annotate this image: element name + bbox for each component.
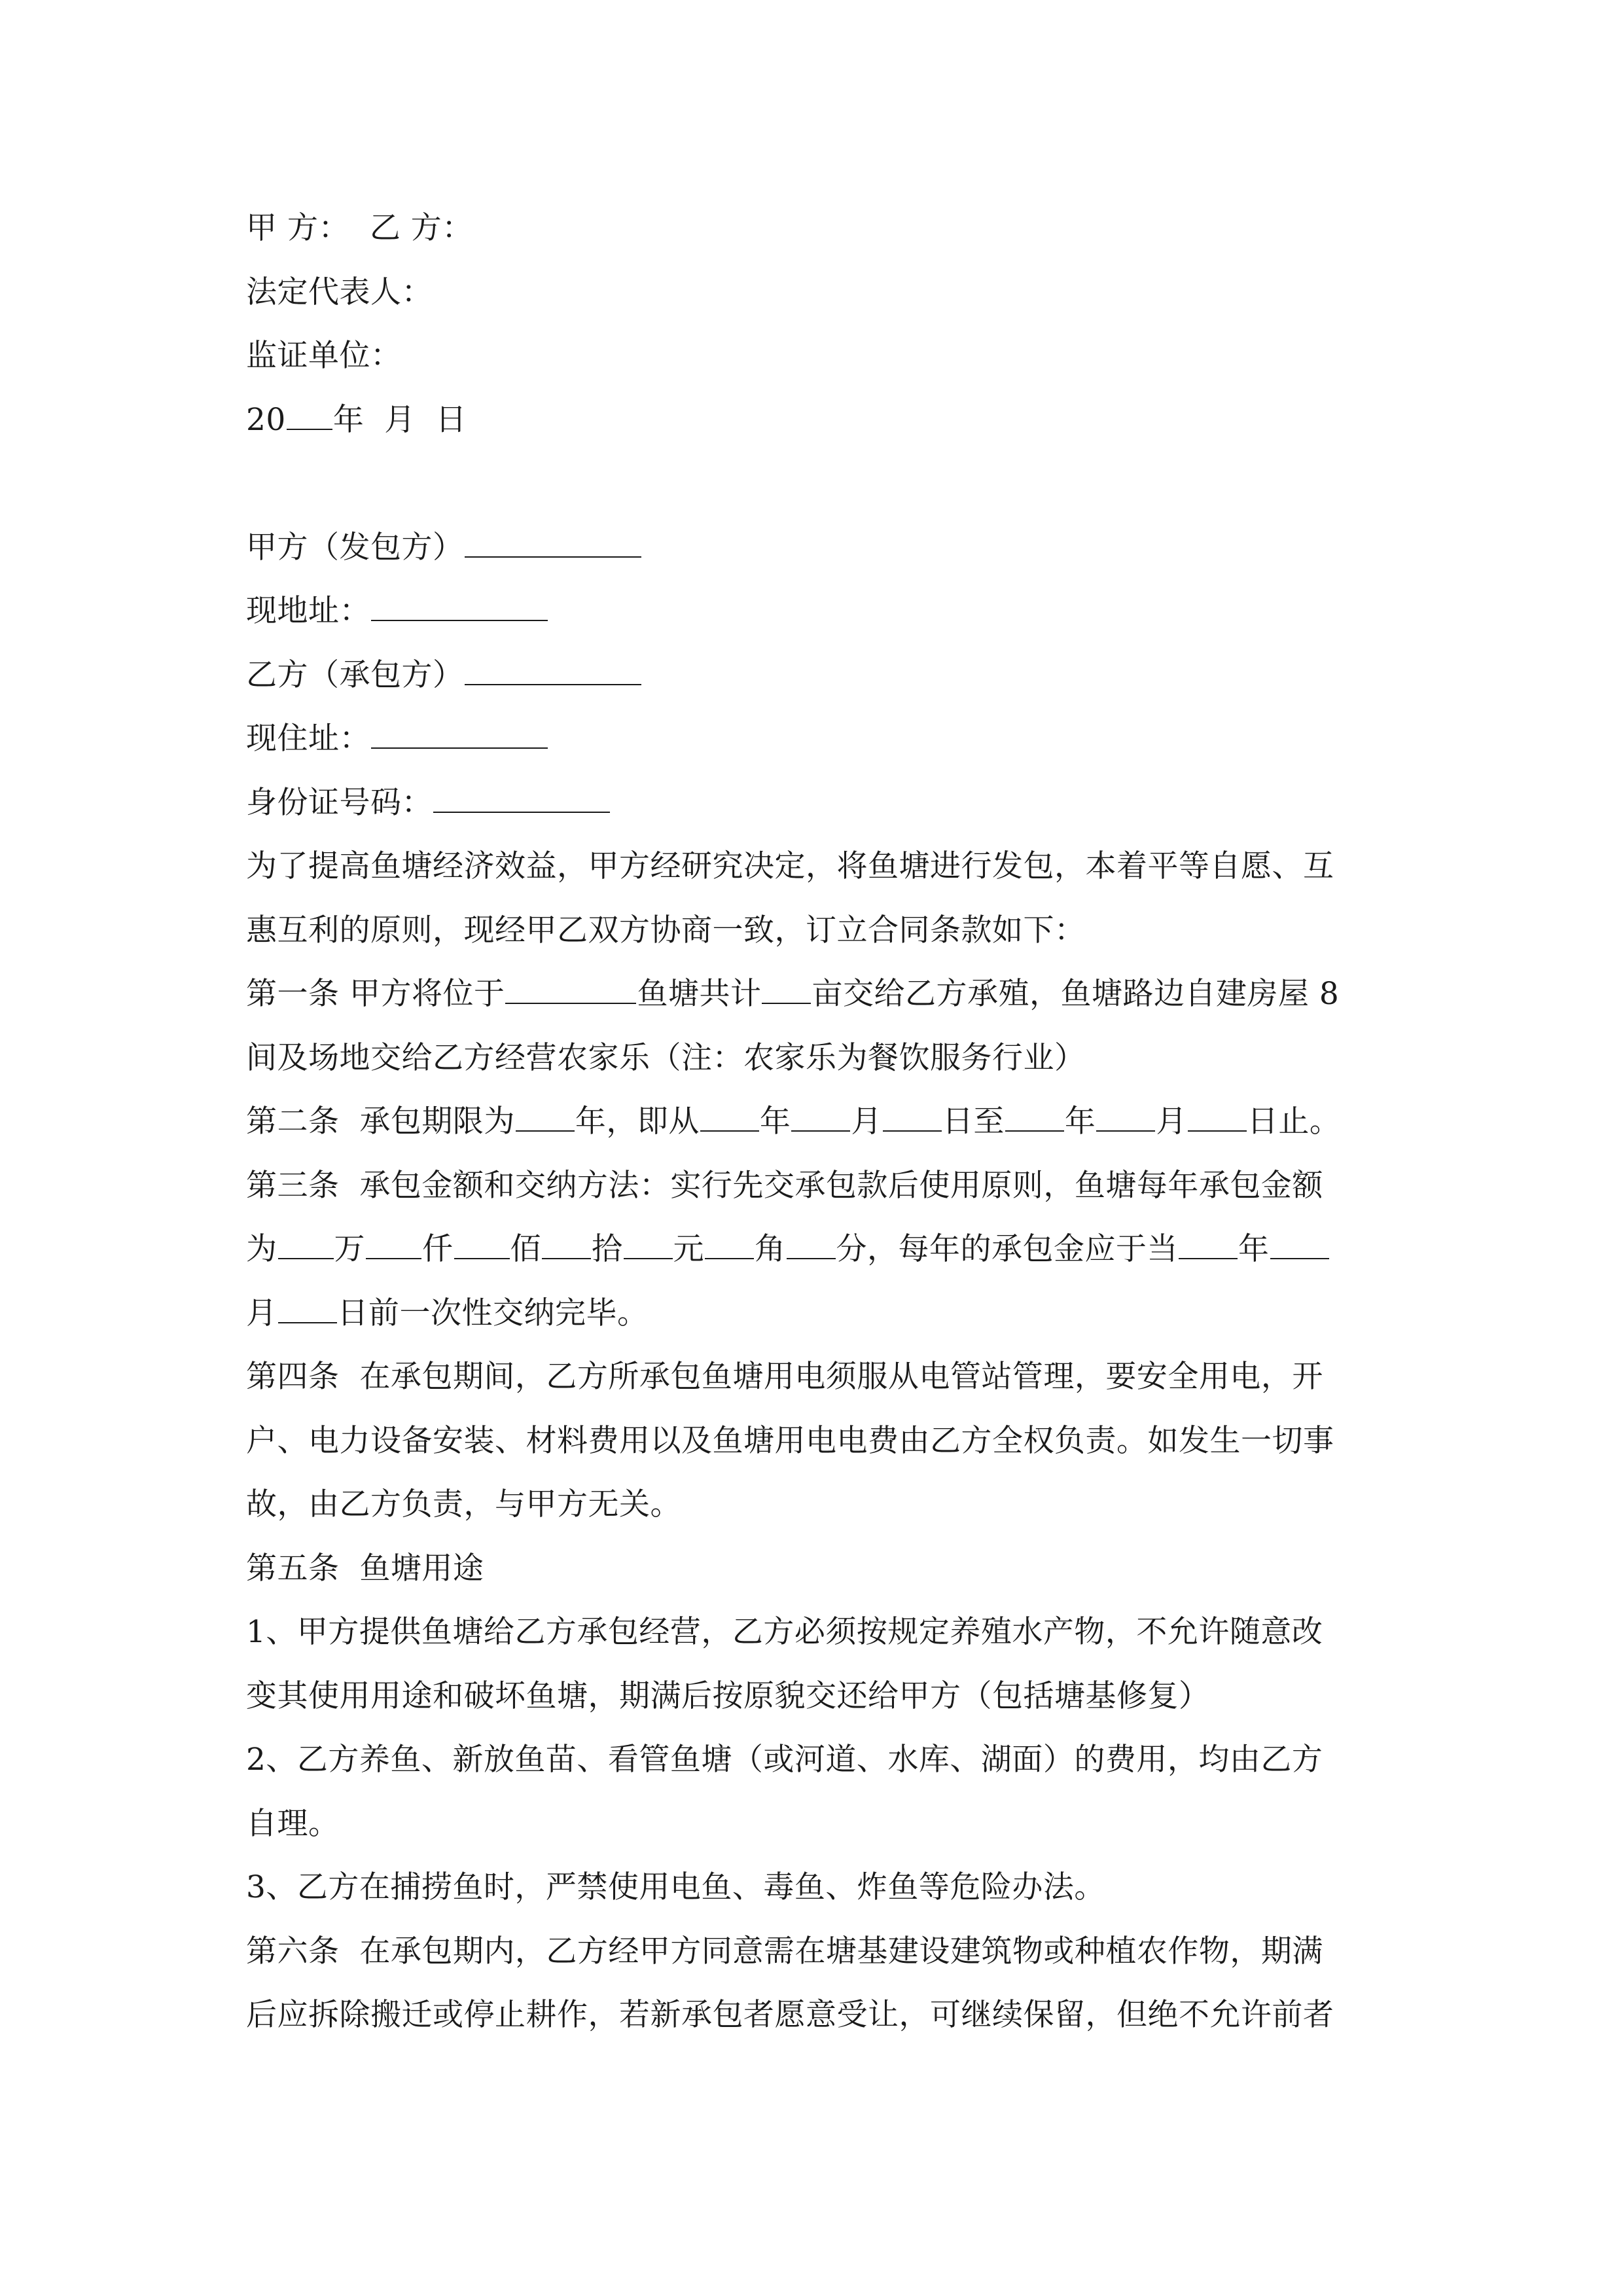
address-b-line bbox=[246, 707, 1385, 771]
article-1-line-2: 间及场地交给乙方经营农家乐（注：农家乐为餐饮服务行业） bbox=[246, 1039, 1086, 1076]
amount-fen-blank[interactable] bbox=[787, 1227, 836, 1259]
article-3-text-e: 拾 bbox=[592, 1231, 623, 1267]
amount-yuan-blank[interactable] bbox=[624, 1227, 673, 1259]
amount-qian-blank[interactable] bbox=[366, 1227, 421, 1259]
article-3-text-i: 年 bbox=[1238, 1231, 1270, 1267]
article-2-text-a: 第二条 承包期限为 bbox=[246, 1103, 515, 1139]
article-1-text-b: 鱼塘共计 bbox=[637, 976, 762, 1012]
address-a-line bbox=[246, 579, 1385, 643]
article-3-text-g: 角 bbox=[755, 1231, 786, 1267]
amount-shi-blank[interactable] bbox=[542, 1227, 591, 1259]
address-b-blank[interactable] bbox=[371, 716, 548, 749]
article-5-item-3: 3、乙方在捕捞鱼时，严禁使用电鱼、毒鱼、炸鱼等危险办法。 bbox=[246, 1869, 1105, 1905]
legal-representative-line: 法定代表人： bbox=[246, 274, 433, 310]
article-1-location-blank[interactable] bbox=[505, 971, 636, 1004]
address-a-blank[interactable] bbox=[371, 588, 548, 621]
article-3-text-d: 佰 bbox=[510, 1231, 541, 1267]
id-number-label: 身份证号码： bbox=[246, 784, 433, 821]
party-b-label: 乙方（承包方） bbox=[246, 656, 464, 693]
article-4-line-3: 故，由乙方负责，与甲方无关。 bbox=[246, 1486, 681, 1522]
article-4-line-1: 第四条 在承包期间，乙方所承包鱼塘用电须服从电管站管理，要安全用电，开 bbox=[246, 1359, 1323, 1395]
article-2-start-month-blank[interactable] bbox=[791, 1099, 850, 1132]
article-3-text-b: 万 bbox=[334, 1231, 365, 1267]
article-1-line-1 bbox=[246, 962, 1385, 1026]
article-2-start-year-blank[interactable] bbox=[700, 1099, 759, 1132]
article-3-line-3 bbox=[246, 1282, 1385, 1346]
article-5-item-1-line-2: 变其使用用途和破坏鱼塘，期满后按原貌交还给甲方（包括塘基修复） bbox=[246, 1677, 1210, 1714]
article-2-line bbox=[246, 1090, 1385, 1154]
intro-line-2: 惠互利的原则，现经甲乙双方协商一致，订立合同条款如下： bbox=[246, 912, 1086, 948]
article-6-line-2: 后应拆除搬迁或停止耕作，若新承包者愿意受让，可继续保留，但绝不允许前者 bbox=[246, 1997, 1334, 2033]
article-3-text-a: 为 bbox=[246, 1231, 277, 1267]
id-number-blank[interactable] bbox=[433, 780, 610, 813]
party-a-blank[interactable] bbox=[465, 525, 641, 558]
article-5-title: 第五条 鱼塘用途 bbox=[246, 1550, 484, 1587]
amount-bai-blank[interactable] bbox=[454, 1227, 510, 1259]
party-a-label: 甲方（发包方） bbox=[246, 529, 464, 565]
date-line bbox=[246, 388, 1385, 452]
article-2-text-g: 月 bbox=[1156, 1103, 1187, 1139]
party-b-blank[interactable] bbox=[465, 653, 641, 685]
date-year-prefix: 20 bbox=[246, 401, 286, 438]
document-body bbox=[246, 196, 1385, 2047]
article-3-text-h: 分，每年的承包金应于当 bbox=[836, 1231, 1178, 1267]
amount-jiao-blank[interactable] bbox=[705, 1227, 754, 1259]
article-6-line-1: 第六条 在承包期内，乙方经甲方同意需在塘基建设建筑物或种植农作物，期满 bbox=[246, 1933, 1323, 1969]
article-1-area-blank[interactable] bbox=[762, 971, 811, 1004]
article-3-text-f: 元 bbox=[673, 1231, 704, 1267]
article-1-text-a: 第一条 甲方将位于 bbox=[246, 976, 505, 1012]
article-2-text-h: 日止。 bbox=[1247, 1103, 1341, 1139]
article-2-end-month-blank[interactable] bbox=[1096, 1099, 1155, 1132]
date-suffix: 年 月 日 bbox=[332, 401, 467, 438]
article-4-line-2: 户、电力设备安装、材料费用以及鱼塘用电电费由乙方全权负责。如发生一切事 bbox=[246, 1422, 1334, 1459]
article-3-text-month: 月 bbox=[246, 1295, 277, 1331]
article-1-text-c: 亩交给乙方承殖，鱼塘路边自建房屋 8 bbox=[812, 976, 1340, 1012]
article-2-years-blank[interactable] bbox=[516, 1099, 575, 1132]
address-b-label: 现住址： bbox=[246, 721, 370, 757]
article-2-text-d: 月 bbox=[851, 1103, 882, 1139]
party-b-line bbox=[246, 643, 1385, 708]
article-3-text-end: 日前一次性交纳完毕。 bbox=[337, 1295, 649, 1331]
amount-wan-blank[interactable] bbox=[278, 1227, 334, 1259]
article-5-item-1-line-1: 1、甲方提供鱼塘给乙方承包经营，乙方必须按规定养殖水产物，不允许随意改 bbox=[246, 1614, 1323, 1650]
id-number-line bbox=[246, 771, 1385, 835]
party-a-line bbox=[246, 516, 1385, 580]
article-2-text-e: 日至 bbox=[942, 1103, 1005, 1139]
article-2-text-f: 年 bbox=[1064, 1103, 1096, 1139]
article-3-line-1: 第三条 承包金额和交纳方法：实行先交承包款后使用原则，鱼塘每年承包金额 bbox=[246, 1167, 1323, 1204]
payment-day-blank[interactable] bbox=[278, 1291, 337, 1323]
payment-year-blank[interactable] bbox=[1179, 1227, 1238, 1259]
address-a-label: 现地址： bbox=[246, 593, 370, 629]
article-3-text-c: 仟 bbox=[422, 1231, 454, 1267]
date-year-blank[interactable] bbox=[287, 397, 332, 430]
payment-year-trailing-blank[interactable] bbox=[1270, 1227, 1329, 1259]
article-2-text-b: 年，即从 bbox=[575, 1103, 700, 1139]
article-5-item-2-line-2: 自理。 bbox=[246, 1805, 340, 1842]
article-2-start-day-blank[interactable] bbox=[883, 1099, 942, 1132]
article-2-text-c: 年 bbox=[759, 1103, 791, 1139]
intro-line-1: 为了提高鱼塘经济效益，甲方经研究决定，将鱼塘进行发包，本着平等自愿、互 bbox=[246, 848, 1334, 884]
supervisor-line: 监证单位： bbox=[246, 338, 402, 374]
section-gap bbox=[246, 452, 1385, 516]
article-2-end-day-blank[interactable] bbox=[1188, 1099, 1247, 1132]
article-3-line-2 bbox=[246, 1217, 1385, 1282]
parties-header-line: 甲 方： 乙 方： bbox=[246, 210, 473, 246]
article-2-end-year-blank[interactable] bbox=[1005, 1099, 1064, 1132]
article-5-item-2-line-1: 2、乙方养鱼、新放鱼苗、看管鱼塘（或河道、水库、湖面）的费用，均由乙方 bbox=[246, 1742, 1323, 1778]
